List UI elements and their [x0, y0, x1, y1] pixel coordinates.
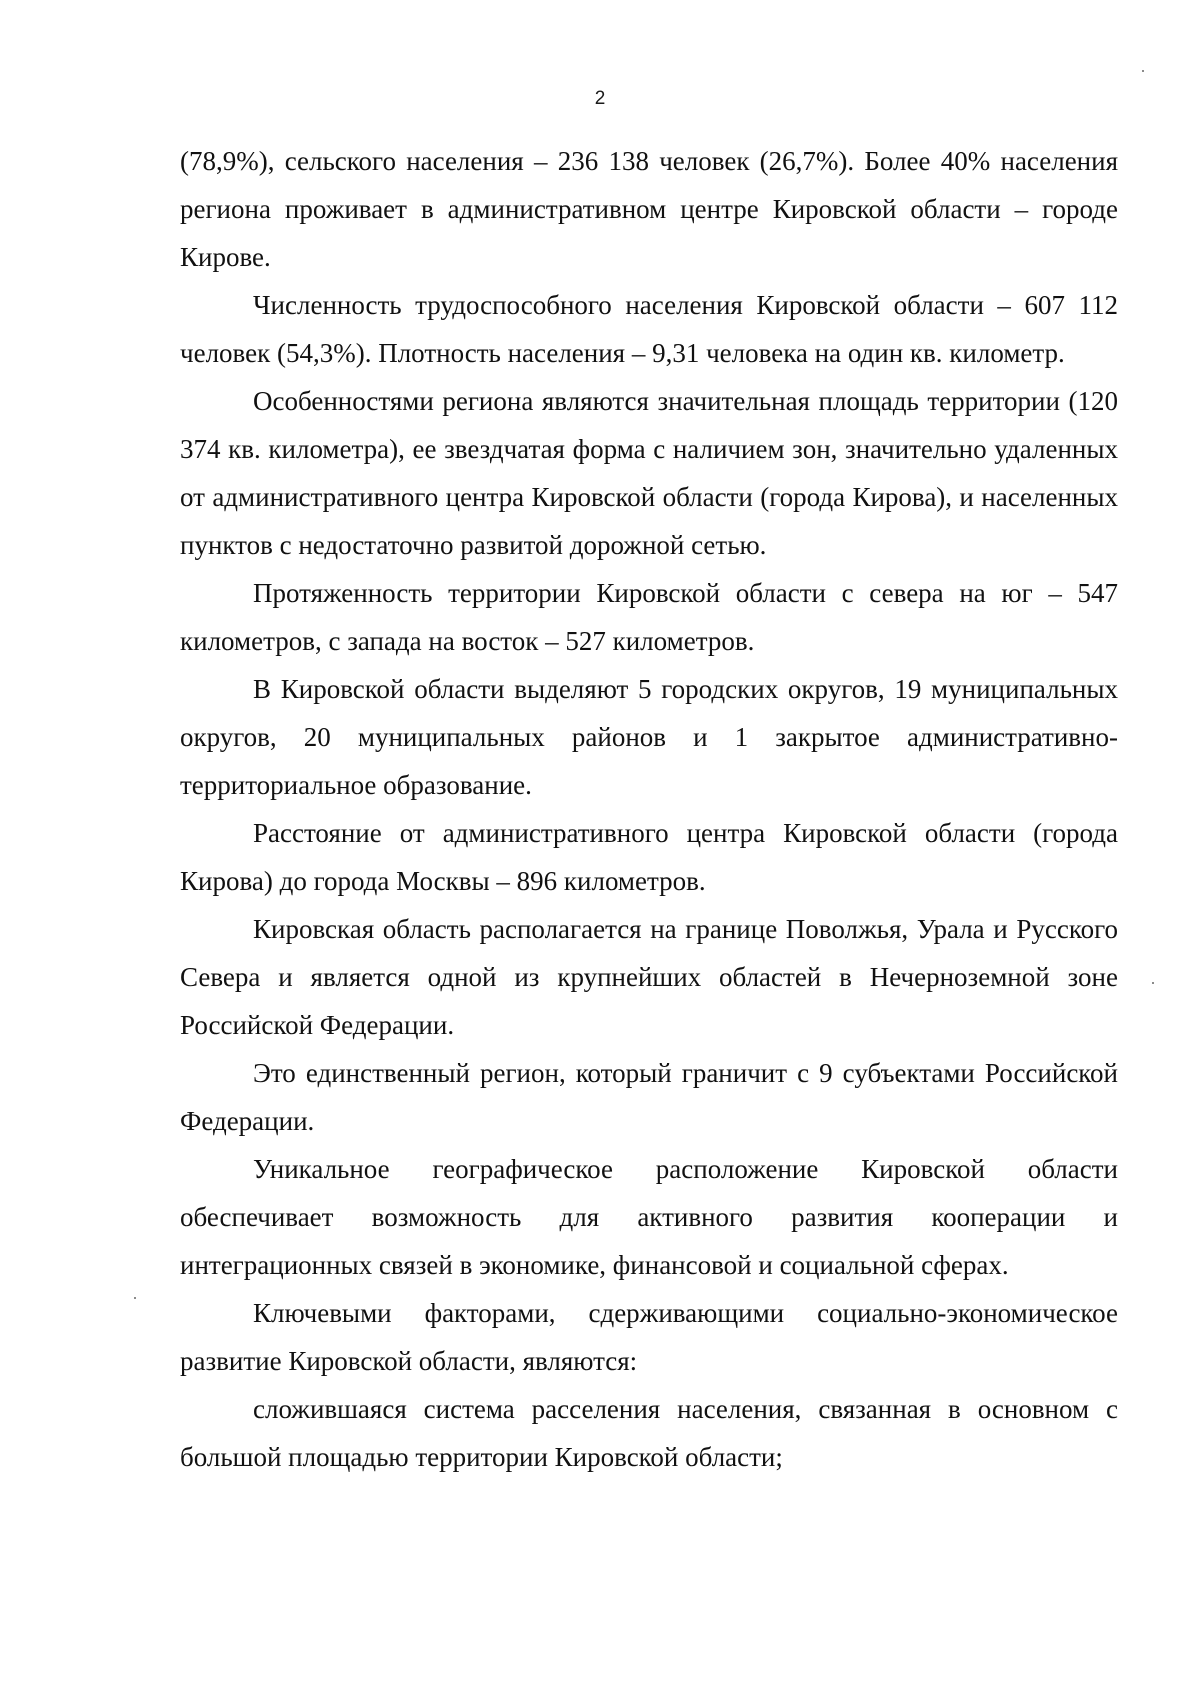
page-number: 2 — [594, 88, 606, 109]
paragraph-key-factors: Ключевыми факторами, сдерживающими социально-экономическое развитие Кировской области, являются: — [180, 1298, 1118, 1376]
paragraph-borders: Это единственный регион, который граничит с 9 субъектами Российской Федерации. — [180, 1058, 1118, 1136]
paragraph-region-features: Особенностями региона являются значительная площадь территории (120 374 кв. километра), ее звездчатая форма с наличием зон, значительно удаленных от административного центра Кировской области (города Кирова), и населенных пунктов с недостаточно развитой дорожной сетью. — [180, 386, 1118, 560]
paragraph-unique-location: Уникальное географическое расположение Кировской области обеспечивает возможность для активного развития кооперации и интеграционных связей в экономике, финансовой и социальной сферах. — [180, 1154, 1118, 1280]
paragraph-settlement-system: сложившаяся система расселения населения, связанная в основном с большой площадью территории Кировской области; — [180, 1394, 1118, 1472]
paragraph-working-population: Численность трудоспособного населения Кировской области – 607 112 человек (54,3%). Плотность населения – 9,31 человека на один кв. километр. — [180, 290, 1118, 368]
paragraph-population-continuation: (78,9%), сельского населения – 236 138 человек (26,7%). Более 40% населения региона проживает в административном центре Кировской области – городе Кирове. — [180, 146, 1118, 272]
paragraph-distance-to-moscow: Расстояние от административного центра Кировской области (города Кирова) до города Москвы – 896 километров. — [180, 818, 1118, 896]
paragraph-geographic-location: Кировская область располагается на границе Поволжья, Урала и Русского Севера и является одной из крупнейших областей в Нечерноземной зоне Российской Федерации. — [180, 914, 1118, 1040]
scan-dot — [134, 1297, 136, 1299]
document-body — [180, 137, 1118, 1481]
scan-dot — [1152, 982, 1154, 984]
paragraph-administrative-division: В Кировской области выделяют 5 городских округов, 19 муниципальных округов, 20 муниципальных районов и 1 закрытое административно-территориальное образование. — [180, 674, 1118, 800]
paragraph-territory-length: Протяженность территории Кировской области с севера на юг – 547 километров, с запада на восток – 527 километров. — [180, 578, 1118, 656]
scan-dot — [1142, 70, 1144, 72]
